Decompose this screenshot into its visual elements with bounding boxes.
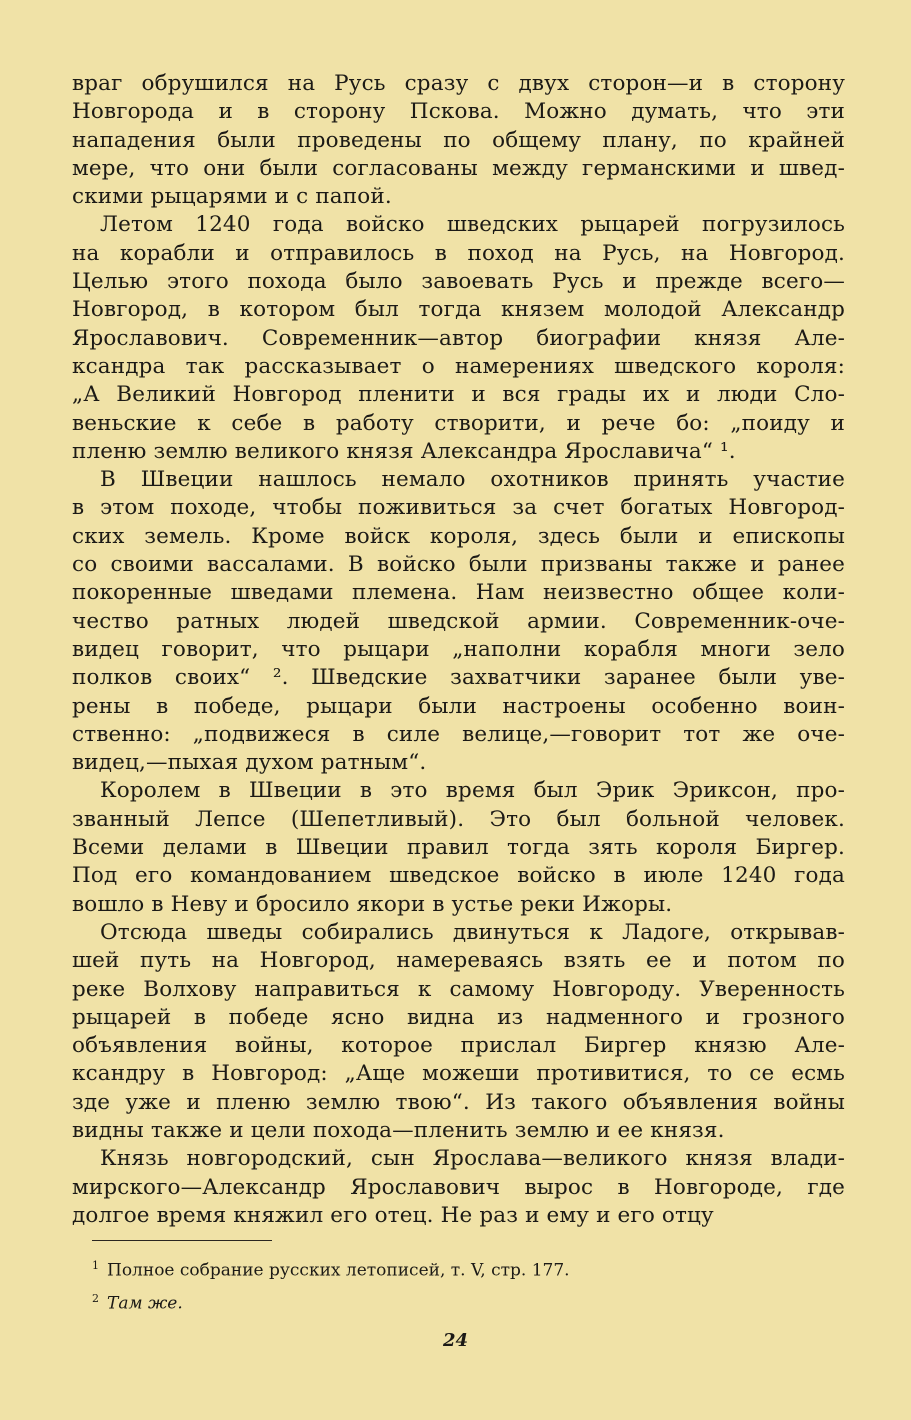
- text-line: нападения были проведены по общему плану, по крайней: [72, 127, 845, 153]
- text-line: Королем в Швеции в это время был Эрик Эриксон, про-: [100, 778, 845, 804]
- footnote-2: [92, 1285, 852, 1318]
- text-line: объявления войны, которое прислал Биргер князю Але-: [72, 1033, 845, 1059]
- text-line: мирского—Александр Ярославович вырос в Новгороде, где: [72, 1174, 845, 1200]
- text-line: Всеми делами в Швеции правил тогда зять короля Биргер.: [72, 835, 845, 861]
- footnote-mark: 2: [92, 1291, 99, 1305]
- text-line: Ярославович. Современник—автор биографии князя Але-: [72, 325, 845, 351]
- text-line: рены в победе, рыцари были настроены особенно воин-: [72, 693, 845, 719]
- text-line: покоренные шведами племена. Нам неизвестно общее коли-: [72, 580, 845, 606]
- text-line: „А Великий Новгород пленити и вся грады их и люди Сло-: [72, 382, 845, 408]
- text-line: В Швеции нашлось немало охотников принять участие: [100, 467, 845, 493]
- text-line: на корабли и отправилось в поход на Русь, на Новгород.: [72, 240, 845, 266]
- footnote-text: Полное собрание русских летописей, т. V, стр. 177.: [107, 1260, 570, 1281]
- text-line: Новгорода и в сторону Пскова. Можно думать, что эти: [72, 99, 845, 125]
- text-line: со своими вассалами. В войско были призваны также и ранее: [72, 552, 845, 578]
- text-line: в этом походе, чтобы поживиться за счет богатых Новгород-: [72, 495, 845, 521]
- footnote-1: [92, 1252, 852, 1285]
- text-line: полков своих“ ². Шведские захватчики заранее были уве-: [72, 665, 845, 691]
- footnotes: [92, 1252, 852, 1317]
- page-number: 24: [442, 1330, 469, 1351]
- text-line: видец,—пыхая духом ратным“.: [72, 750, 427, 776]
- text-line: ственно: „подвижеся в силе велице,—говорит тот же оче-: [72, 721, 845, 747]
- text-line: Летом 1240 года войско шведских рыцарей погрузилось: [100, 212, 845, 238]
- footnote-text: Там же.: [107, 1293, 183, 1314]
- text-line: мере, что они были согласованы между германскими и швед-: [72, 155, 845, 181]
- text-line: долгое время княжил его отец. Не раз и ему и его отцу: [72, 1202, 714, 1228]
- text-line: Отсюда шведы собирались двинуться к Ладоге, открывав-: [100, 919, 845, 945]
- footnote-mark: 1: [92, 1259, 99, 1272]
- text-line: пленю землю великого князя Александра Ярославича“ ¹.: [72, 438, 736, 464]
- text-line: зде уже и пленю землю твою“. Из такого объявления войны: [72, 1089, 845, 1115]
- text-line: чество ратных людей шведской армии. Современник-оче-: [72, 608, 845, 634]
- text-line: видец говорит, что рыцари „наполни корабля многи зело: [72, 636, 845, 662]
- footnote-rule: [92, 1240, 272, 1241]
- text-line: Князь новгородский, сын Ярослава—великого князя влади-: [100, 1146, 845, 1172]
- body-text: [72, 70, 845, 1230]
- text-line: реке Волхову направиться к самому Новгороду. Уверенность: [72, 976, 845, 1002]
- text-line: Под его командованием шведское войско в июле 1240 года: [72, 863, 845, 889]
- text-line: Новгород, в котором был тогда князем молодой Александр: [72, 297, 845, 323]
- text-line: рыцарей в победе ясно видна из надменного и грозного: [72, 1004, 845, 1030]
- text-line: шей путь на Новгород, намереваясь взять ее и потом по: [72, 948, 845, 974]
- text-line: вошло в Неву и бросило якори в устье реки Ижоры.: [72, 891, 673, 917]
- text-line: ских земель. Кроме войск короля, здесь были и епископы: [72, 523, 845, 549]
- text-line: скими рыцарями и с папой.: [72, 184, 392, 210]
- text-line: веньские к себе в работу створити, и рече бо: „поиду и: [72, 410, 845, 436]
- text-line: ксандру в Новгород: „Аще можеши противитися, то се есмь: [72, 1061, 845, 1087]
- text-line: ксандра так рассказывает о намерениях шведского короля:: [72, 353, 845, 379]
- text-line: враг обрушился на Русь сразу с двух сторон—и в сторону: [72, 71, 845, 96]
- text-line: званный Лепсе (Шепетливый). Это был больной человек.: [72, 806, 845, 832]
- text-line: Целью этого похода было завоевать Русь и прежде всего—: [72, 269, 845, 295]
- text-line: видны также и цели похода—пленить землю и ее князя.: [72, 1117, 725, 1143]
